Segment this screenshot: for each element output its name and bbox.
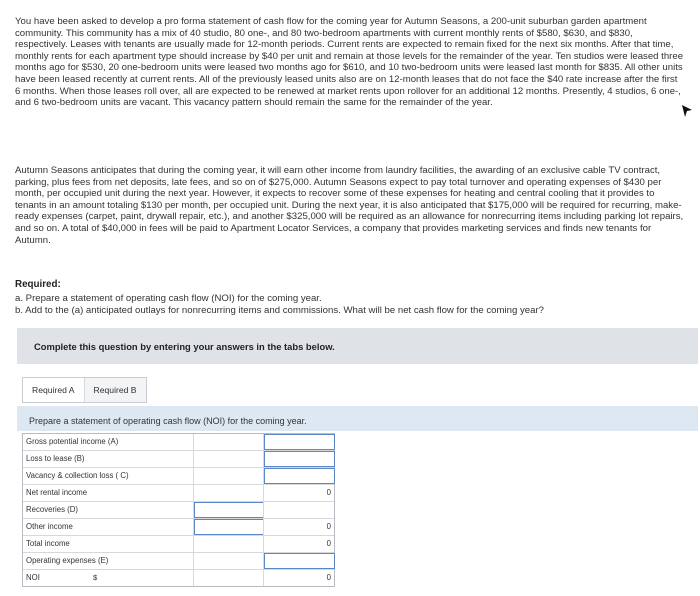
tab-required-a[interactable]: Required A: [23, 378, 85, 402]
required-heading: Required:: [15, 279, 61, 290]
amount-input[interactable]: [194, 502, 264, 518]
amount-input[interactable]: [264, 451, 335, 467]
noi-statement-table: [22, 433, 335, 587]
table-row: [23, 468, 334, 485]
problem-paragraph-2: Autumn Seasons anticipates that during the coming year, it will earn other income from laundry facilities, the awarding of an exclusive cable TV contract, parking, plus fees from net deposits, late fees, and so on of $275,000. Autumn Seasons expect to pay total turnover and operating expenses of $430 per month, per occupied unit during the next year. However, it expects to recover some of these expenses for heating and central cooling that it provides to tenants in an amount totaling $130 per month, per occupied unit. During the next year, it is also anticipated that $175,000 will be required for recurring, make-ready expenses (carpet, paint, drywall repair, etc.), and another $325,000 will be required as an allowance for nonrecurring items including parking lot repairs, and so on. A total of $40,000 in fees will be paid to Apartment Locator Services, a company that provides marketing services and finds new tenants for Autumn.: [15, 165, 684, 246]
row-label: Recoveries (D): [26, 505, 78, 514]
row-label: Vacancy & collection loss ( C): [26, 471, 129, 480]
amount-input[interactable]: [264, 434, 335, 450]
column-2-cell: [263, 502, 335, 518]
row-label: Gross potential income (A): [26, 437, 119, 446]
column-1-cell: [193, 536, 264, 552]
table-row: [23, 451, 334, 468]
problem-paragraph-1: You have been asked to develop a pro forma statement of cash flow for the coming year for Autumn Seasons, a 200-unit suburban garden apartment community. This community has a mix of 40 studio, 80 one-, and 80 two-bedroom apartments with current monthly rents of $580, $630, and $830, respectively. Leases with tenants are usually made for 12-month periods. Current rents are expected to remain fixed for the next six months. After that time, monthly rents for each apartment type should increase by $40 per unit and remain at those levels for the remainder of the year. Ten studios were leased three months ago for $530, 20 one-bedroom units were leased two months ago for $610, and 10 two-bedroom units were leased last month for $835. All other units have been leased recently at current rents. All of the previously leased units also are on 12-month leases that do not face the $40 rate increase after the first 6 months. When those leases roll over, all are expected to be renewed at market rents upon rollover for an additional 12 months. Presently, 4 studios, 6 one-, and 6 two-bedroom units are vacant. This vacancy pattern should remain the same for the remainder of the year.: [15, 16, 684, 109]
required-a-text: a. Prepare a statement of operating cash flow (NOI) for the coming year.: [15, 293, 322, 304]
mouse-cursor-icon: [681, 104, 693, 118]
column-2-cell: [263, 536, 335, 552]
column-2-cell: [263, 519, 335, 535]
column-2-cell: [263, 570, 335, 586]
table-row: [23, 485, 334, 502]
amount-input[interactable]: [264, 553, 335, 569]
amount-input[interactable]: [264, 468, 335, 484]
table-row: [23, 553, 334, 570]
column-2-cell[interactable]: [263, 553, 335, 569]
tab-required-b[interactable]: Required B: [85, 378, 146, 402]
row-label: Net rental income: [26, 488, 88, 497]
currency-symbol: $: [93, 573, 98, 582]
table-row: [23, 519, 334, 536]
row-label: Total income: [26, 539, 70, 548]
amount-input[interactable]: [194, 519, 264, 535]
computed-value: 0: [326, 539, 331, 548]
row-label: Loss to lease (B): [26, 454, 85, 463]
table-row: [23, 502, 334, 519]
column-2-cell[interactable]: [263, 451, 335, 467]
answer-tabs: [22, 377, 147, 403]
computed-value: 0: [326, 488, 331, 497]
column-1-cell: [193, 468, 264, 484]
column-2-cell: [263, 485, 335, 501]
column-1-cell: [193, 553, 264, 569]
column-1-cell[interactable]: [193, 502, 264, 518]
table-row: [23, 570, 334, 586]
column-1-cell[interactable]: [193, 519, 264, 535]
table-row: [23, 434, 334, 451]
column-1-cell: [193, 570, 264, 586]
column-2-cell[interactable]: [263, 468, 335, 484]
column-1-cell: [193, 451, 264, 467]
column-1-cell: [193, 485, 264, 501]
table-row: [23, 536, 334, 553]
column-2-cell[interactable]: [263, 434, 335, 450]
row-label: Operating expenses (E): [26, 556, 109, 565]
computed-value: 0: [326, 522, 331, 531]
row-label: Other income: [26, 522, 73, 531]
tab-instruction-text: Prepare a statement of operating cash flow (NOI) for the coming year.: [29, 416, 307, 426]
column-1-cell: [193, 434, 264, 450]
instructions-text: Complete this question by entering your answers in the tabs below.: [34, 341, 335, 352]
required-b-text: b. Add to the (a) anticipated outlays for nonrecurring items and commissions. What will be net cash flow for the coming year?: [15, 305, 544, 316]
row-label: NOI: [26, 573, 40, 582]
computed-value: 0: [326, 573, 331, 582]
